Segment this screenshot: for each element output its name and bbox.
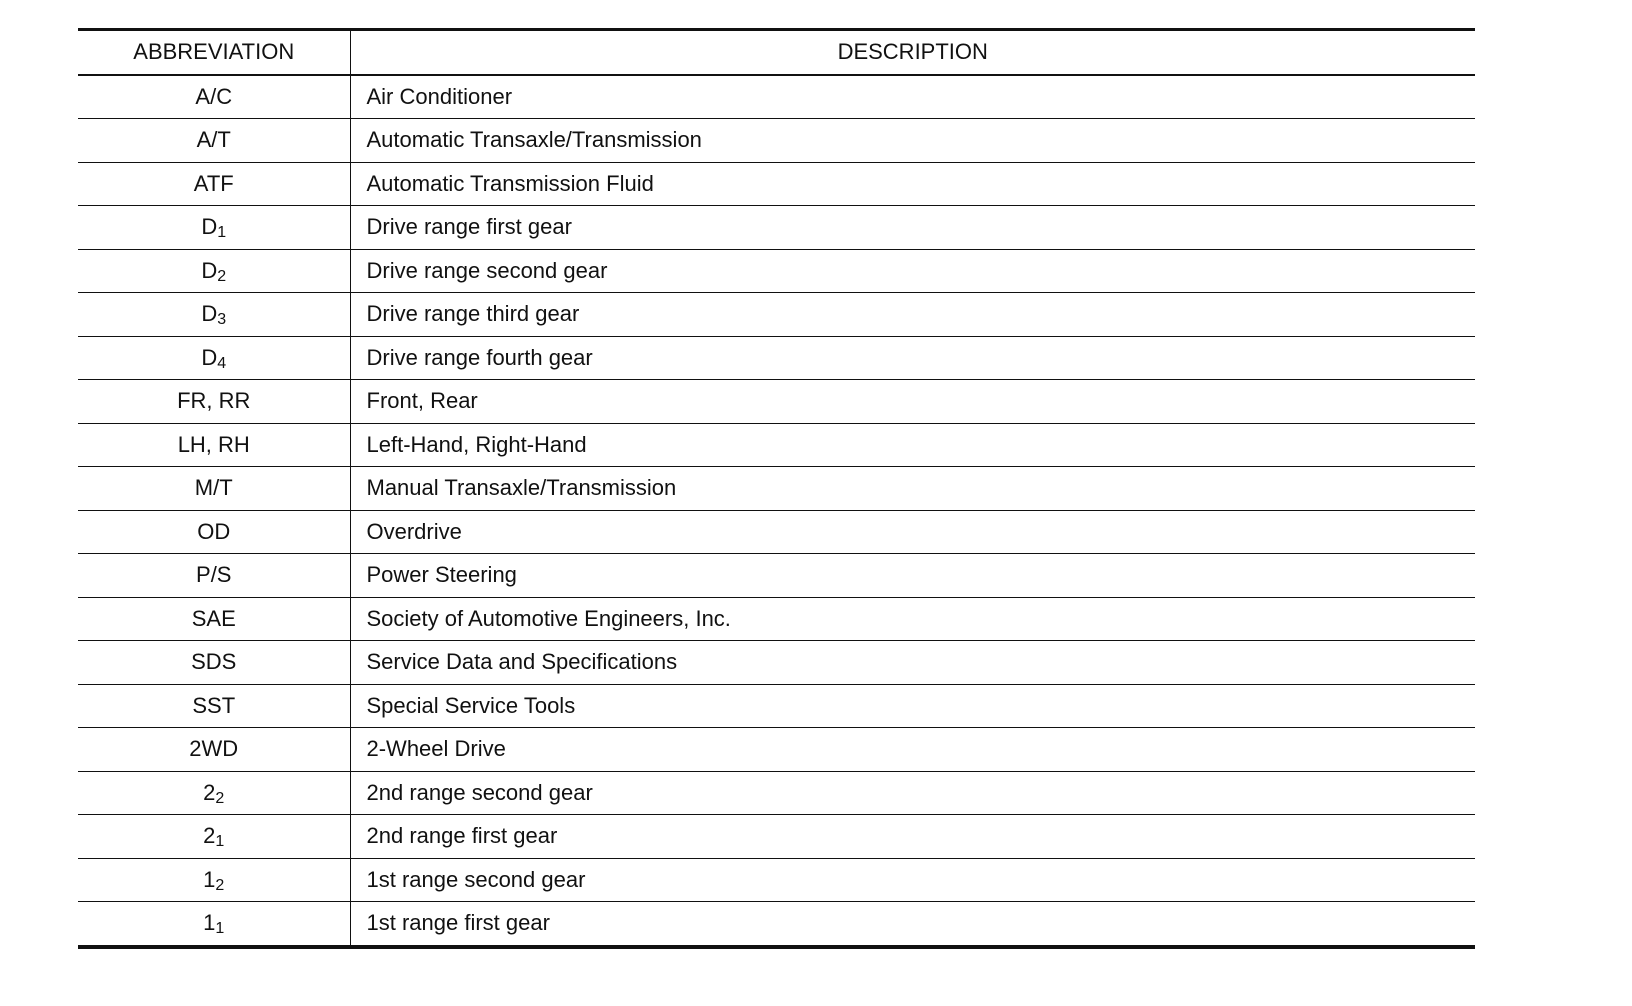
abbreviation-cell <box>78 684 350 728</box>
description-cell: 1st range second gear <box>350 858 1475 902</box>
abbreviation-cell <box>78 902 350 947</box>
abbreviation-cell <box>78 510 350 554</box>
abbreviation-text: ATF <box>193 170 234 196</box>
abbreviation-cell <box>78 380 350 424</box>
abbreviation-table <box>78 28 1475 949</box>
abbreviation-subscript: 1 <box>215 833 225 851</box>
abbreviation-subscript: 1 <box>215 920 225 938</box>
abbreviation-subscript: 1 <box>217 224 227 242</box>
table-row <box>78 684 1475 728</box>
abbreviation-cell <box>78 293 350 337</box>
abbreviation-subscript: 2 <box>217 267 227 285</box>
description-cell: Drive range fourth gear <box>350 336 1475 380</box>
abbreviation-subscript: 2 <box>215 876 225 894</box>
abbreviation-cell <box>78 423 350 467</box>
description-cell: Front, Rear <box>350 380 1475 424</box>
abbreviation-text: A/C <box>195 83 233 109</box>
abbreviation-cell <box>78 597 350 641</box>
abbreviation-cell <box>78 728 350 772</box>
abbreviation-text: 2 <box>203 823 216 849</box>
table-row <box>78 380 1475 424</box>
description-cell: Automatic Transaxle/Transmission <box>350 119 1475 163</box>
abbreviation-cell <box>78 641 350 685</box>
table-row <box>78 510 1475 554</box>
description-cell: Drive range first gear <box>350 206 1475 250</box>
description-cell: Drive range second gear <box>350 249 1475 293</box>
abbreviation-table-container <box>78 28 1475 949</box>
abbreviation-cell <box>78 467 350 511</box>
abbreviation-text: P/S <box>196 562 232 588</box>
abbreviation-header: ABBREVIATION <box>78 30 350 75</box>
description-cell: Manual Transaxle/Transmission <box>350 467 1475 511</box>
abbreviation-cell <box>78 249 350 293</box>
table-row <box>78 75 1475 119</box>
description-cell: Power Steering <box>350 554 1475 598</box>
abbreviation-text: D <box>201 214 218 240</box>
table-row <box>78 771 1475 815</box>
table-row <box>78 728 1475 772</box>
abbreviation-text: D <box>201 344 218 370</box>
abbreviation-text: 2WD <box>189 736 239 762</box>
table-row <box>78 162 1475 206</box>
description-cell: Overdrive <box>350 510 1475 554</box>
abbreviation-cell <box>78 119 350 163</box>
abbreviation-cell <box>78 554 350 598</box>
description-cell: Drive range third gear <box>350 293 1475 337</box>
abbreviation-subscript: 2 <box>215 789 225 807</box>
description-cell: Society of Automotive Engineers, Inc. <box>350 597 1475 641</box>
abbreviation-text: SDS <box>191 649 237 675</box>
table-row <box>78 467 1475 511</box>
abbreviation-text: A/T <box>196 127 231 153</box>
abbreviation-text: OD <box>197 518 231 544</box>
abbreviation-cell <box>78 815 350 859</box>
description-cell: Air Conditioner <box>350 75 1475 119</box>
description-header: DESCRIPTION <box>350 30 1475 75</box>
description-cell: 2-Wheel Drive <box>350 728 1475 772</box>
abbreviation-subscript: 4 <box>217 354 227 372</box>
table-row <box>78 815 1475 859</box>
description-cell: Service Data and Specifications <box>350 641 1475 685</box>
abbreviation-subscript: 3 <box>217 311 227 329</box>
abbreviation-cell <box>78 162 350 206</box>
abbreviation-text: LH, RH <box>177 431 250 457</box>
table-row <box>78 858 1475 902</box>
table-row <box>78 597 1475 641</box>
abbreviation-text: 1 <box>203 910 216 936</box>
table-row <box>78 206 1475 250</box>
abbreviation-cell <box>78 771 350 815</box>
description-cell: Automatic Transmission Fluid <box>350 162 1475 206</box>
description-cell: Special Service Tools <box>350 684 1475 728</box>
table-row <box>78 119 1475 163</box>
description-cell: 1st range first gear <box>350 902 1475 947</box>
description-cell: 2nd range first gear <box>350 815 1475 859</box>
abbreviation-text: D <box>201 257 218 283</box>
table-header <box>78 30 1475 75</box>
description-cell: Left-Hand, Right-Hand <box>350 423 1475 467</box>
table-row <box>78 293 1475 337</box>
table-row <box>78 554 1475 598</box>
abbreviation-cell <box>78 75 350 119</box>
abbreviation-text: M/T <box>194 475 233 501</box>
table-row <box>78 336 1475 380</box>
table-row <box>78 641 1475 685</box>
table-body <box>78 75 1475 947</box>
table-row <box>78 249 1475 293</box>
description-cell: 2nd range second gear <box>350 771 1475 815</box>
table-row <box>78 902 1475 947</box>
abbreviation-cell <box>78 858 350 902</box>
abbreviation-text: 1 <box>203 866 216 892</box>
abbreviation-text: 2 <box>203 779 216 805</box>
header-row <box>78 30 1475 75</box>
abbreviation-text: FR, RR <box>177 388 251 414</box>
table-row <box>78 423 1475 467</box>
abbreviation-text: SAE <box>191 605 236 631</box>
abbreviation-cell <box>78 336 350 380</box>
abbreviation-text: D <box>201 301 218 327</box>
abbreviation-text: SST <box>192 692 236 718</box>
abbreviation-cell <box>78 206 350 250</box>
